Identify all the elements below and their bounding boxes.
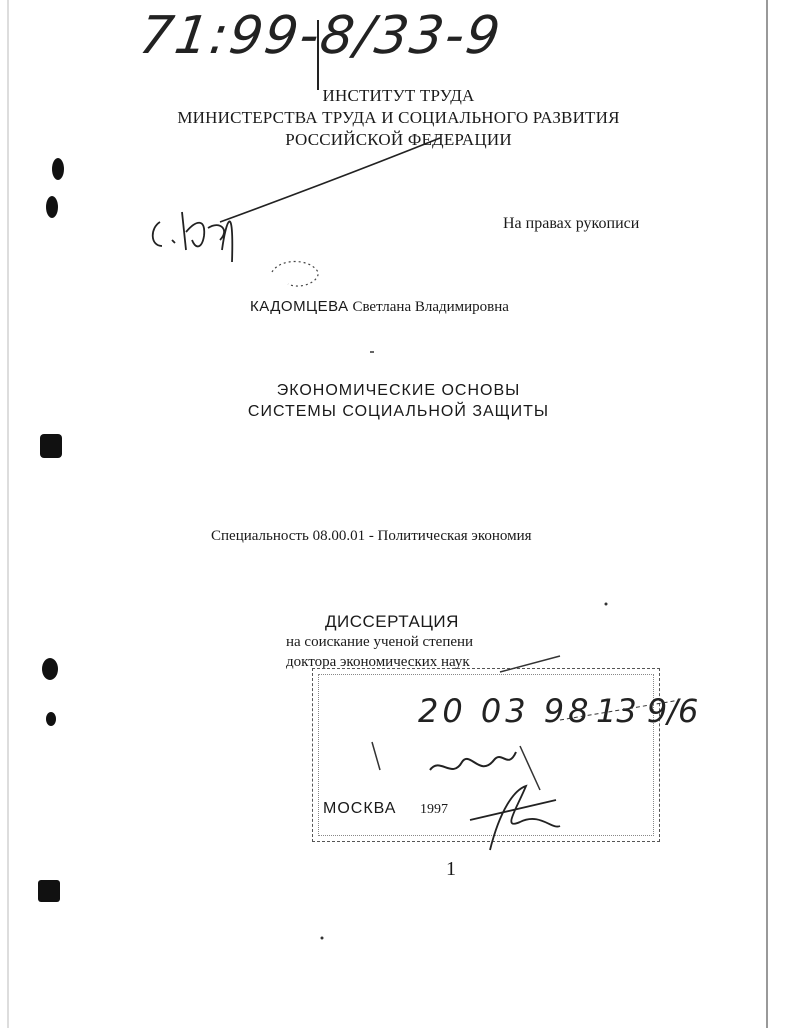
thesis-title-line-2: СИСТЕМЫ СОЦИАЛЬНОЙ ЗАЩИТЫ bbox=[247, 403, 550, 420]
stamp-handwritten-number: 13 9/6 bbox=[596, 692, 699, 730]
specialty-line: Специальность 08.00.01 - Политическая экономия bbox=[211, 528, 532, 544]
handwritten-curve bbox=[220, 138, 440, 222]
institution-line-3: РОССИЙСКОЙ ФЕДЕРАЦИИ bbox=[285, 130, 512, 149]
degree-line-2: доктора экономических наук bbox=[286, 654, 470, 670]
stamp-stroke bbox=[560, 700, 680, 720]
institution-line-1: ИНСТИТУТ ТРУДА bbox=[322, 86, 475, 105]
paraph-signature bbox=[470, 786, 560, 850]
rights-note: На правах рукописи bbox=[503, 215, 640, 232]
stamp-signature bbox=[430, 752, 516, 770]
thesis-title-line-1: ЭКОНОМИЧЕСКИЕ ОСНОВЫ bbox=[276, 382, 521, 399]
year: 1997 bbox=[420, 802, 448, 817]
city: МОСКВА bbox=[323, 800, 397, 817]
author-surname: КАДОМЦЕВА bbox=[250, 298, 349, 315]
stamp-stroke bbox=[520, 746, 540, 790]
stamp-stroke bbox=[372, 742, 380, 770]
stamp-stroke bbox=[500, 656, 560, 672]
page-number: 1 bbox=[446, 858, 456, 880]
author-given-names: Светлана Владимировна bbox=[352, 299, 509, 315]
institution-line-2: МИНИСТЕРСТВА ТРУДА И СОЦИАЛЬНОГО РАЗВИТИЯ bbox=[177, 108, 620, 127]
dotted-squiggle bbox=[272, 262, 318, 287]
speck bbox=[605, 603, 608, 606]
degree-line-1: на соискание ученой степени bbox=[286, 634, 474, 650]
stamp-handwritten-date: 20 03 98 bbox=[418, 692, 593, 730]
signature-mark bbox=[153, 212, 233, 262]
dissertation-heading: ДИССЕРТАЦИЯ bbox=[325, 612, 459, 631]
speck bbox=[321, 937, 324, 940]
handwritten-catalog-code: 71:99-8/33-9 bbox=[135, 6, 506, 66]
